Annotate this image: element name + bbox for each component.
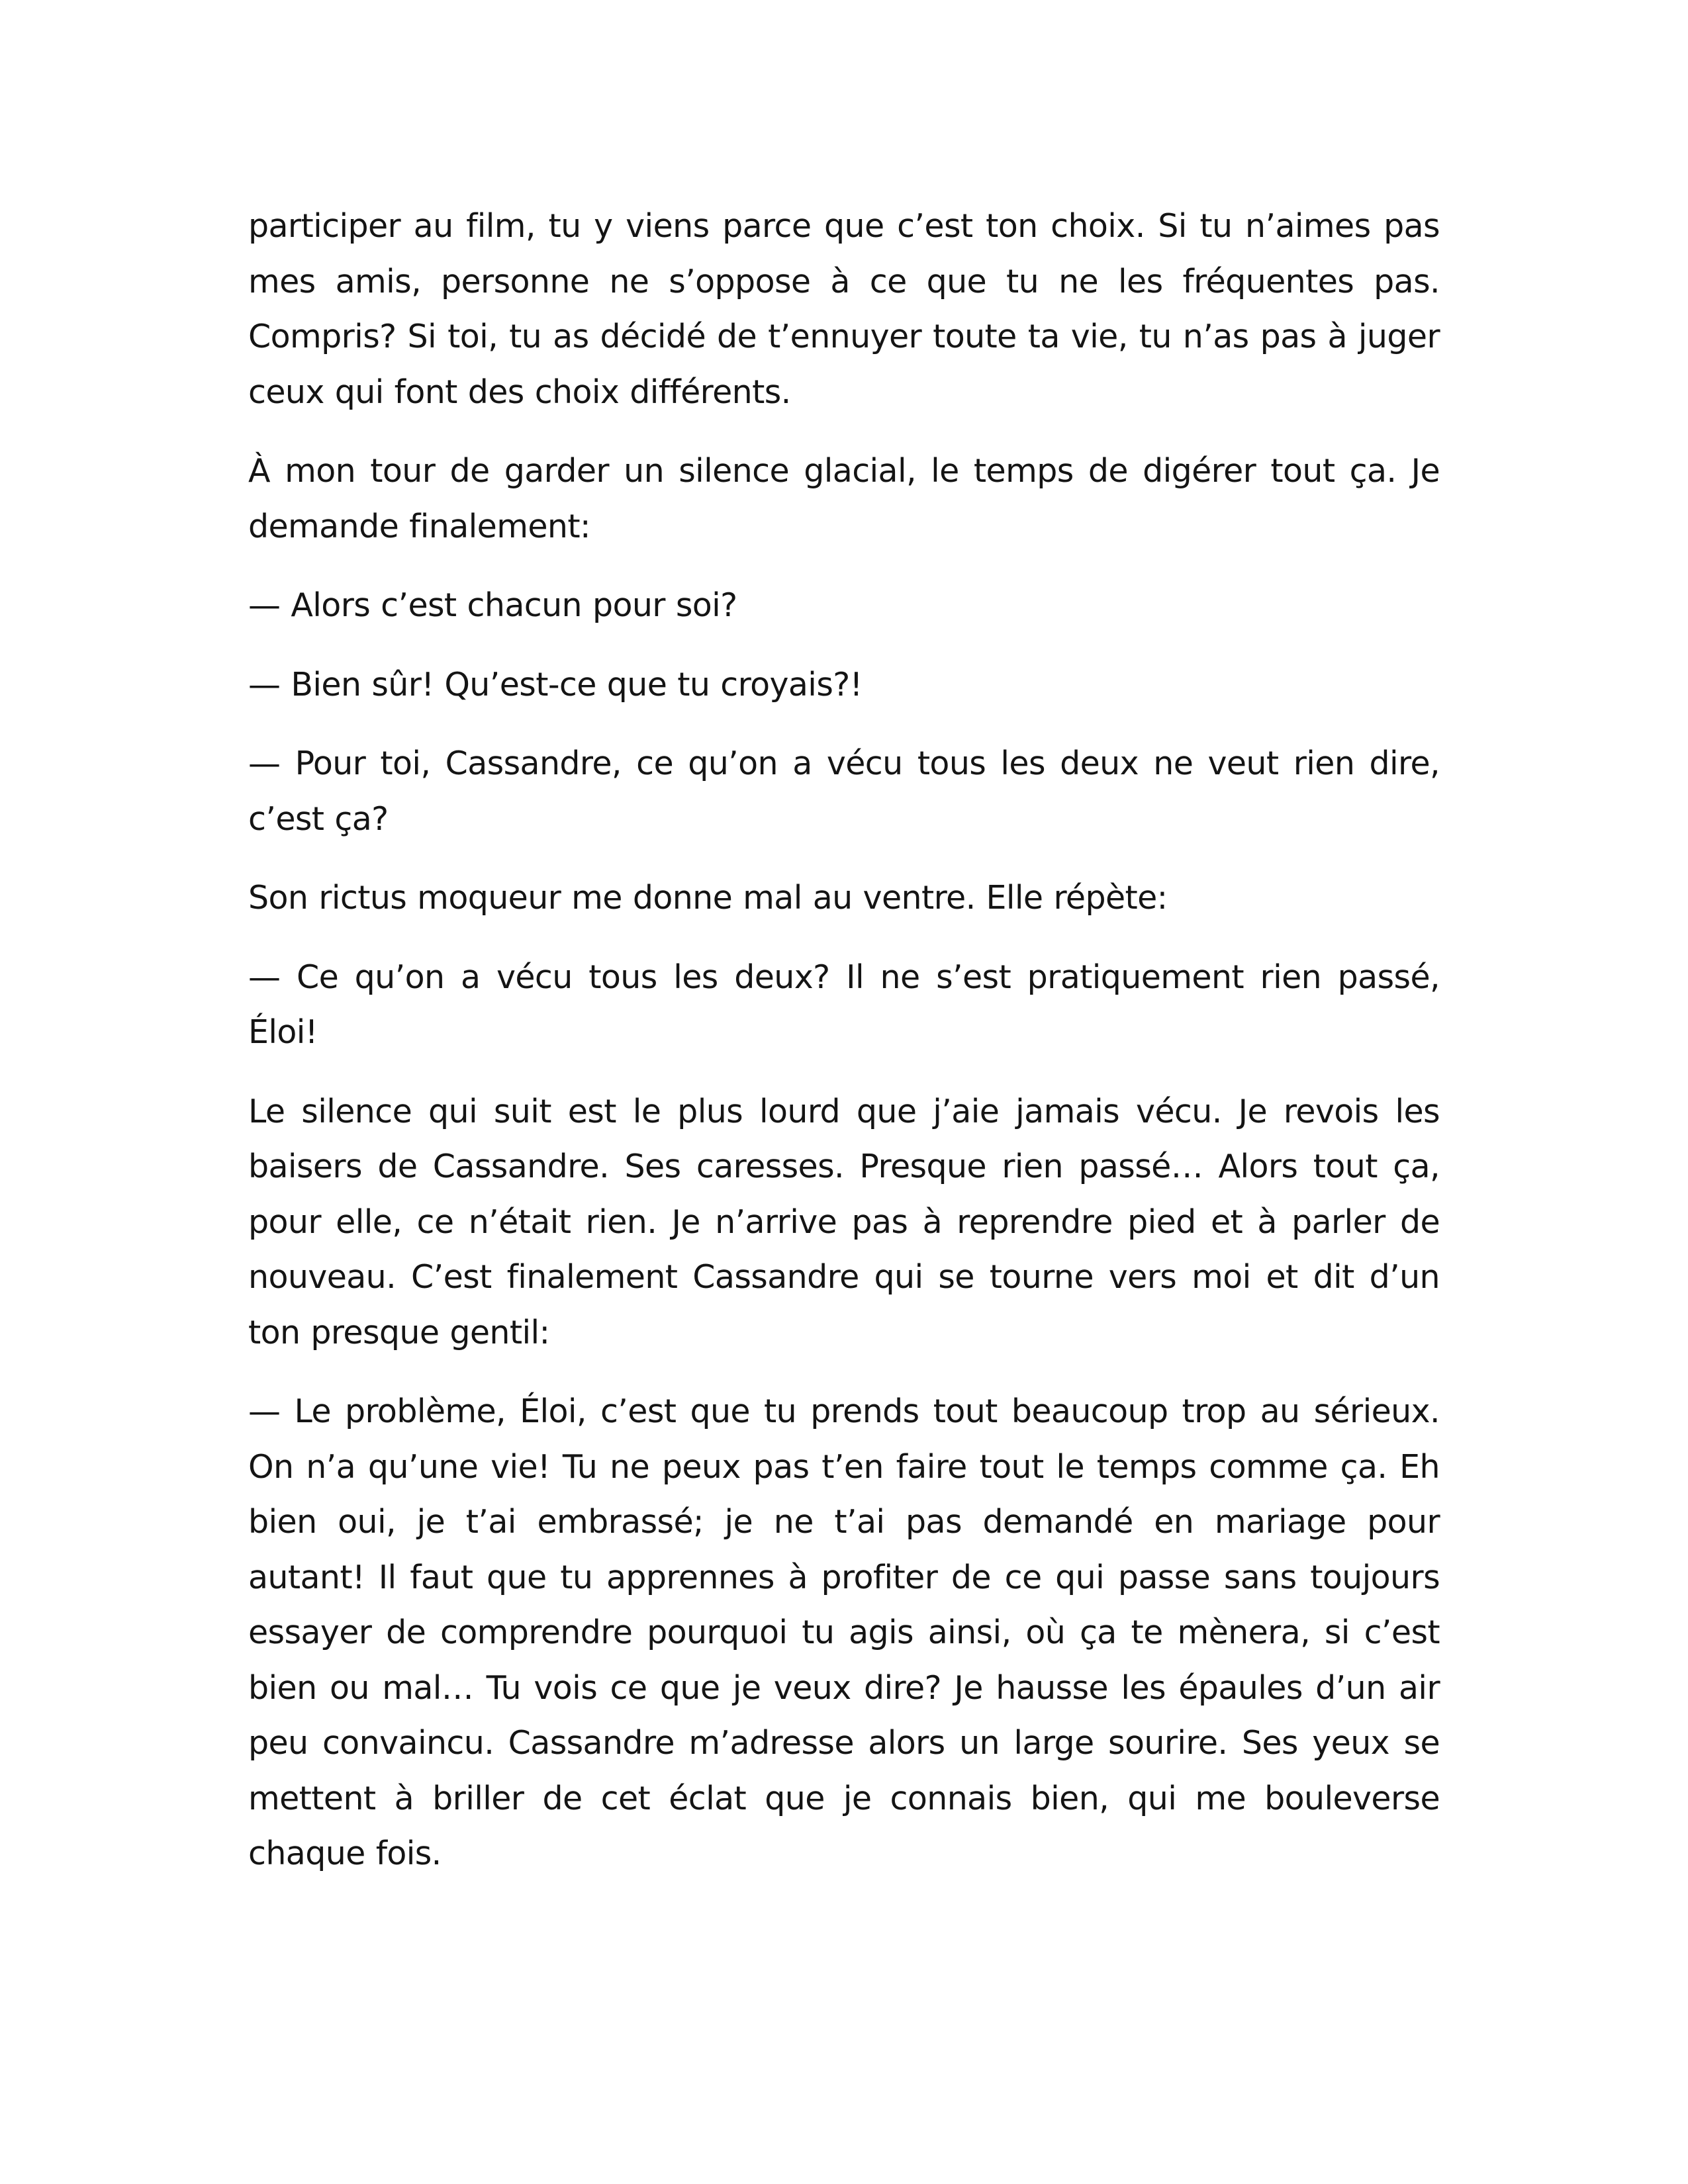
document-page: [248, 199, 1440, 1905]
paragraph-3: Son rictus moqueur me donne mal au ventre. Elle répète:: [248, 879, 1168, 917]
dialogue-line-2: — Bien sûr! Qu’est-ce que tu croyais?!: [248, 665, 863, 704]
dialogue-line-4: — Ce qu’on a vécu tous les deux? Il ne s’est pratiquement rien passé, Éloi!: [248, 958, 1440, 1051]
paragraph-4: Le silence qui suit est le plus lourd que j’aie jamais vécu. Je revois les baisers de Cassandre. Ses caresses. Presque rien passé… Alors tout ça, pour elle, ce n’était rien. Je n’arrive pas à reprendre pied et à parler de nouveau. C’est finalement Cassandre qui se tourne vers moi et dit d’un ton presque gentil:: [248, 1092, 1440, 1351]
paragraph-1: participer au film, tu y viens parce que c’est ton choix. Si tu n’aimes pas mes amis, personne ne s’oppose à ce que tu ne les fréquentes pas. Compris? Si toi, tu as décidé de t’ennuyer toute ta vie, tu n’as pas à juger ceux qui font des choix différents.: [248, 207, 1440, 411]
dialogue-line-3: — Pour toi, Cassandre, ce qu’on a vécu tous les deux ne veut rien dire, c’est ça?: [248, 745, 1440, 838]
dialogue-line-5: — Le problème, Éloi, c’est que tu prends tout beaucoup trop au sérieux. On n’a qu’une vie! Tu ne peux pas t’en faire tout le temps comme ça. Eh bien oui, je t’ai embrassé; je ne t’ai pas demandé en mariage pour autant! Il faut que tu apprennes à profiter de ce qui passe sans toujours essayer de comprendre pourquoi tu agis ainsi, où ça te mènera, si c’est bien ou mal… Tu vois ce que je veux dire? Je hausse les épaules d’un air peu convaincu. Cassandre m’adresse alors un large sourire. Ses yeux se mettent à briller de cet éclat que je connais bien, qui me bouleverse chaque fois.: [248, 1392, 1440, 1872]
paragraph-2: À mon tour de garder un silence glacial, le temps de digérer tout ça. Je demande finalement:: [248, 452, 1440, 545]
dialogue-line-1: — Alors c’est chacun pour soi?: [248, 586, 737, 624]
